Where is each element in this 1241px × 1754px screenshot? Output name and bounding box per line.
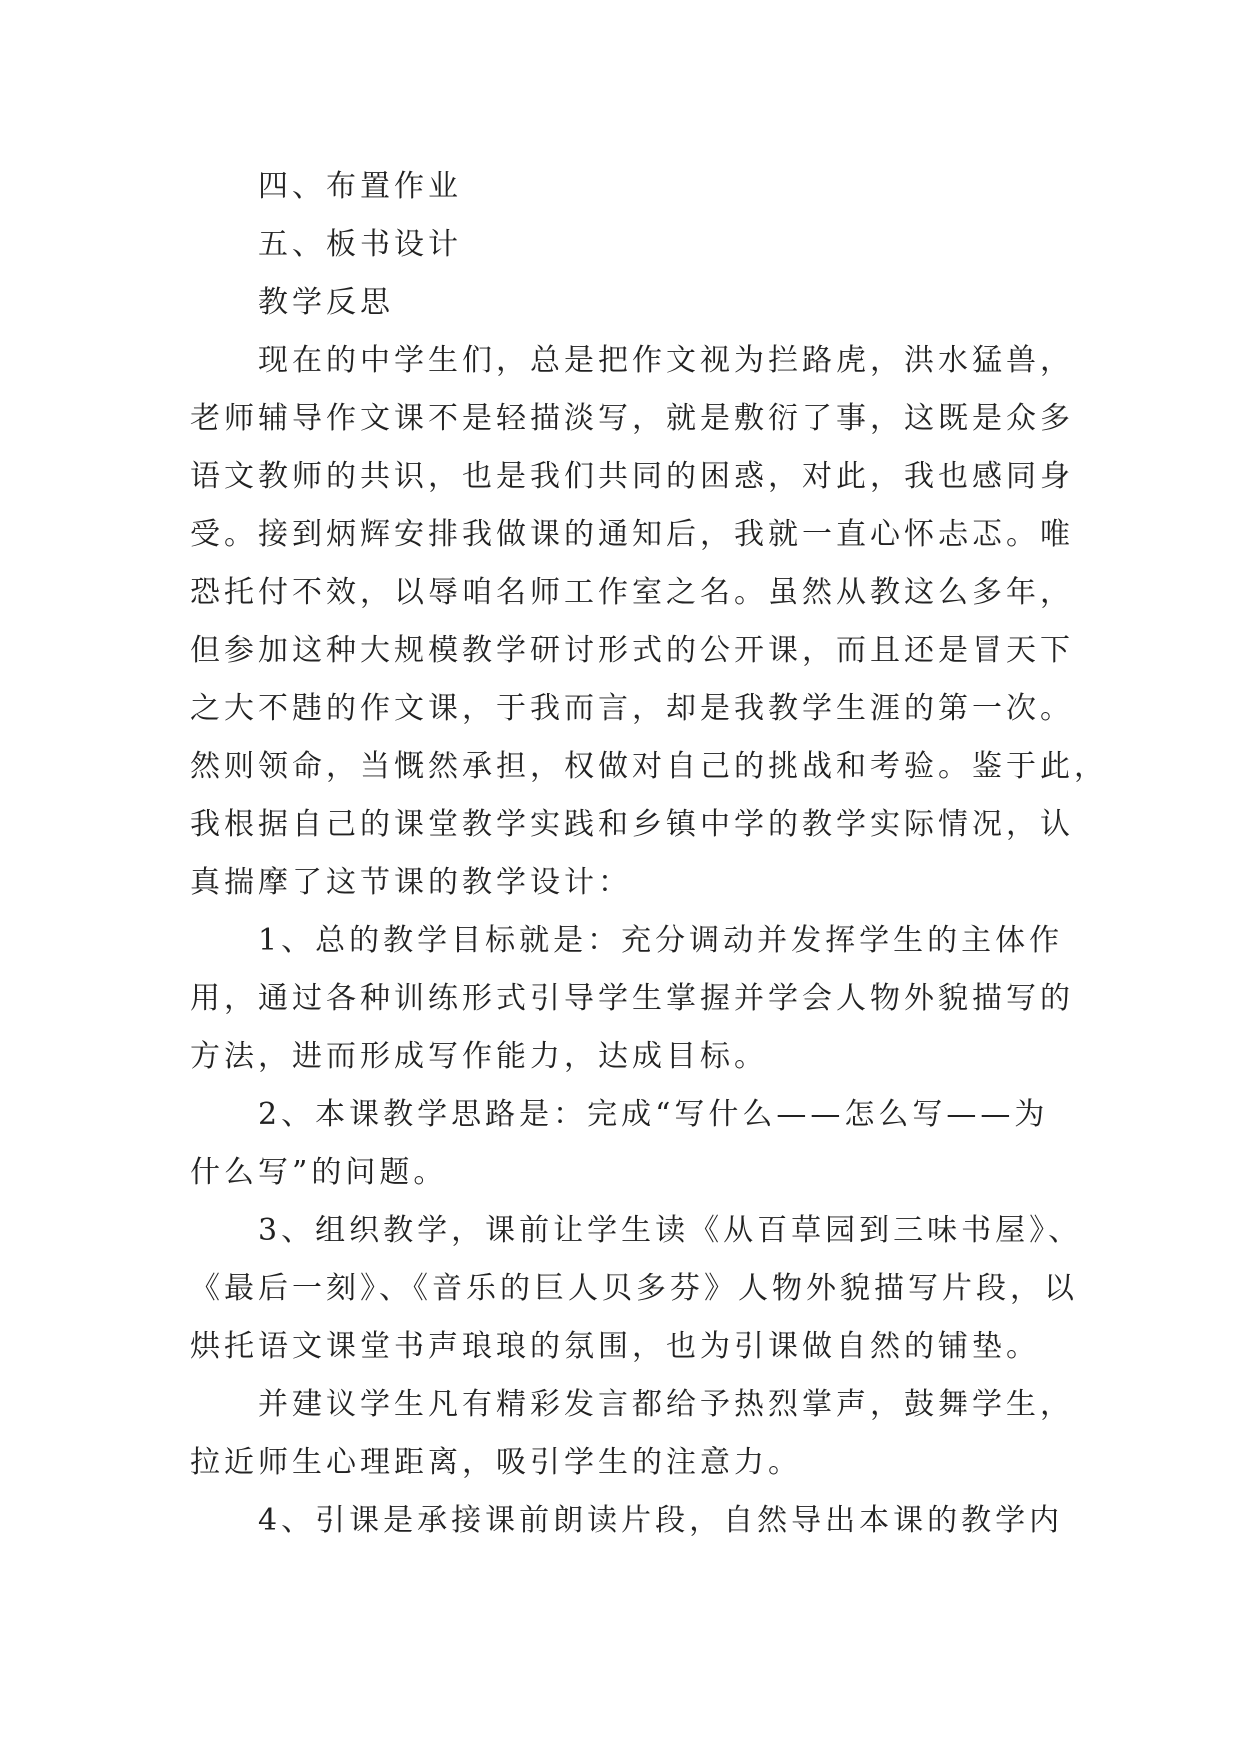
paragraph-p6 (190, 1086, 1070, 1202)
paragraph-p1 (190, 158, 1070, 216)
text-line: 什么写”的问题。 (190, 1155, 448, 1190)
text-line: 五、板书设计 (258, 227, 462, 262)
paragraph-p9 (190, 1492, 1070, 1550)
text-line: 然则领命，当慨然承担，权做对自己的挑战和考验。鉴于此， (190, 749, 1108, 784)
paragraph-p2 (190, 216, 1070, 274)
text-line: 之大不韪的作文课，于我而言，却是我教学生涯的第一次。 (190, 691, 1074, 726)
text-line: 4、引课是承接课前朗读片段，自然导出本课的教学内 (258, 1503, 1064, 1538)
text-line: 语文教师的共识，也是我们共同的困惑，对此，我也感同身 (190, 459, 1074, 494)
text-line: 恐托付不效，以辱咱名师工作室之名。虽然从教这么多年， (190, 575, 1074, 610)
text-line: 并建议学生凡有精彩发言都给予热烈掌声，鼓舞学生， (258, 1387, 1074, 1422)
text-line: 教学反思 (258, 285, 394, 320)
text-line: 1、总的教学目标就是：充分调动并发挥学生的主体作 (258, 923, 1064, 958)
paragraph-p4 (190, 332, 1108, 912)
paragraph-p3 (190, 274, 1070, 332)
text-line: 老师辅导作文课不是轻描淡写，就是敷衍了事，这既是众多 (190, 401, 1074, 436)
paragraph-p8 (190, 1376, 1074, 1492)
paragraph-p7 (190, 1202, 1083, 1376)
text-line: 2、本课教学思路是：完成“写什么——怎么写——为 (258, 1097, 1049, 1132)
text-line: 但参加这种大规模教学研讨形式的公开课，而且还是冒天下 (190, 633, 1074, 668)
text-line: 现在的中学生们，总是把作文视为拦路虎，洪水猛兽， (258, 343, 1074, 378)
text-line: 用，通过各种训练形式引导学生掌握并学会人物外貌描写的 (190, 981, 1074, 1016)
text-line: 《最后一刻》、《音乐的巨人贝多芬》人物外貌描写片段，以 (190, 1271, 1078, 1306)
text-line: 四、布置作业 (258, 169, 462, 204)
paragraph-p5 (190, 912, 1074, 1086)
text-line: 拉近师生心理距离，吸引学生的注意力。 (190, 1445, 802, 1480)
text-line: 烘托语文课堂书声琅琅的氛围，也为引课做自然的铺垫。 (190, 1329, 1040, 1364)
document-body (190, 158, 1108, 1550)
text-line: 受。接到炳辉安排我做课的通知后，我就一直心怀忐忑。唯 (190, 517, 1074, 552)
text-line: 3、组织教学，课前让学生读《从百草园到三味书屋》、 (258, 1213, 1083, 1248)
text-line: 我根据自己的课堂教学实践和乡镇中学的教学实际情况，认 (190, 807, 1074, 842)
text-line: 方法，进而形成写作能力，达成目标。 (190, 1039, 768, 1074)
text-line: 真揣摩了这节课的教学设计： (190, 865, 632, 900)
